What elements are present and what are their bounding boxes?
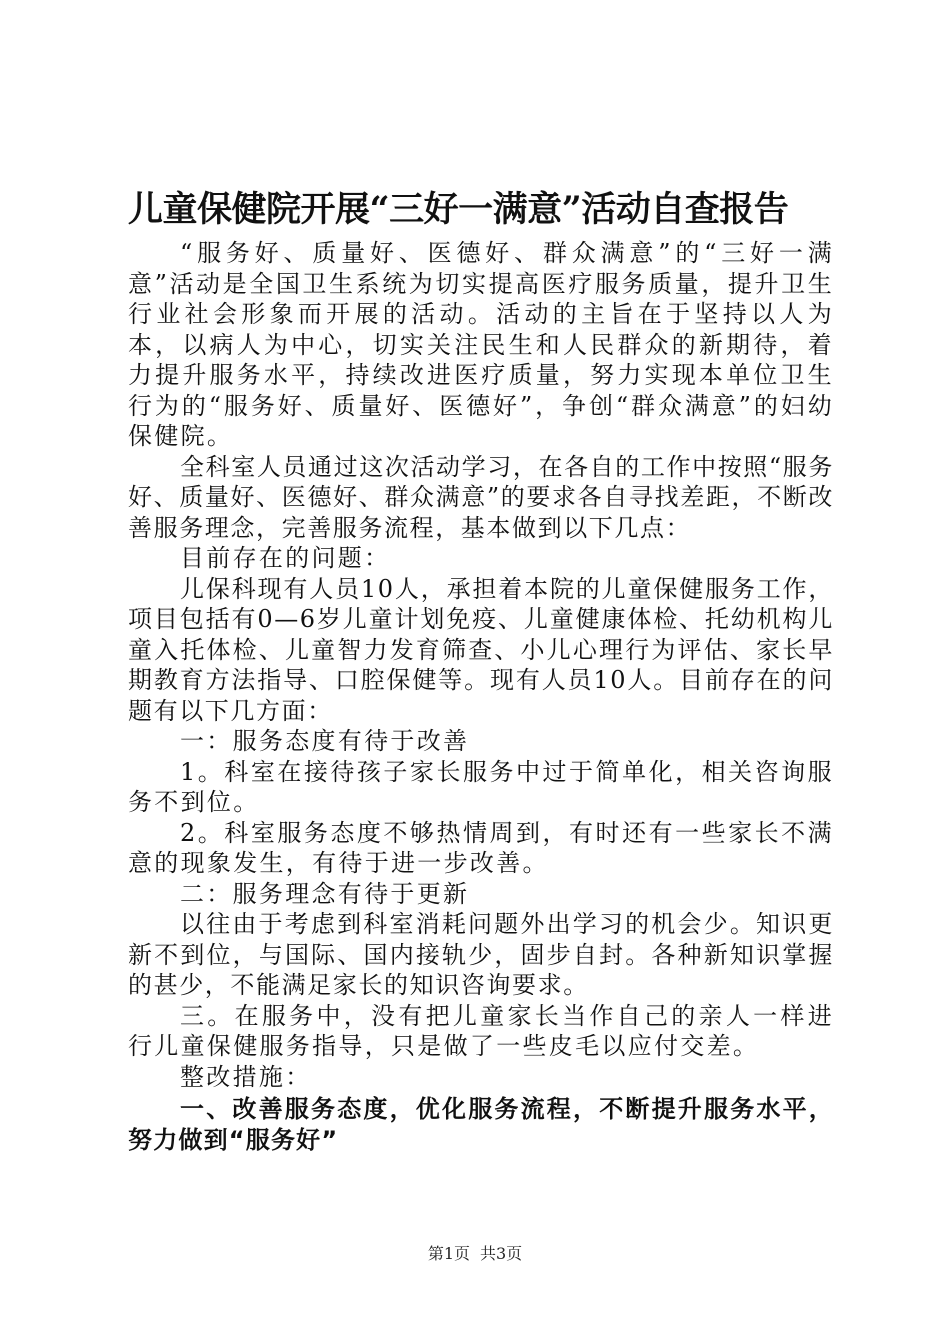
page-number: 第1页 [427,1244,470,1263]
paragraph-issue-two-detail: 以往由于考虑到科室消耗问题外出学习的机会少。知识更新不到位，与国际、国内接轨少，固步自封。各种新知识掌握的甚少，不能满足家长的知识咨询要求。 [128,910,834,999]
paragraph-issue-one-item-2: 2。科室服务态度不够热情周到，有时还有一些家长不满意的现象发生，有待于进一步改善。 [128,818,834,877]
paragraph-measure-one: 一、改善服务态度，优化服务流程，不断提升服务水平，努力做到“服务好” [128,1095,834,1154]
document-body [128,238,834,1155]
paragraph-issue-three: 三。在服务中，没有把儿童家长当作自己的亲人一样进行儿童保健服务指导，只是做了一些皮毛以应付交差。 [128,1001,834,1060]
paragraph-issue-one-heading: 一：服务态度有待于改善 [180,727,470,755]
paragraph-study: 全科室人员通过这次活动学习，在各自的工作中按照“服务好、质量好、医德好、群众满意”的要求各自寻找差距，不断改善服务理念，完善服务流程，基本做到以下几点： [128,452,834,542]
paragraph-measures-heading: 整改措施： [180,1062,312,1091]
document-title: 儿童保健院开展“三好一满意”活动自查报告 [128,189,789,230]
page-total: 共3页 [480,1244,523,1263]
page-footer [0,1244,950,1264]
paragraph-department-overview: 儿保科现有人员10人，承担着本院的儿童保健服务工作，项目包括有0—6岁儿童计划免疫、儿童健康体检、托幼机构儿童入托体检、儿童智力发育筛查、小儿心理行为评估、家长早期教育方法指导、口腔保健等。现有人员10人。目前存在的问题有以下几方面： [128,574,834,725]
paragraph-intro: “服务好、质量好、医德好、群众满意”的“三好一满意”活动是全国卫生系统为切实提高医疗服务质量，提升卫生行业社会形象而开展的活动。活动的主旨在于坚持以人为本，以病人为中心，切实关注民生和人民群众的新期待，着力提升服务水平，持续改进医疗质量，努力实现本单位卫生行为的“服务好、质量好、医德好”，争创“群众满意”的妇幼保健院。 [128,239,834,450]
paragraph-issue-one-item-1: 1。科室在接待孩子家长服务中过于简单化，相关咨询服务不到位。 [128,757,834,816]
paragraph-problems-heading: 目前存在的问题： [180,544,391,572]
paragraph-issue-two-heading: 二：服务理念有待于更新 [180,879,470,908]
